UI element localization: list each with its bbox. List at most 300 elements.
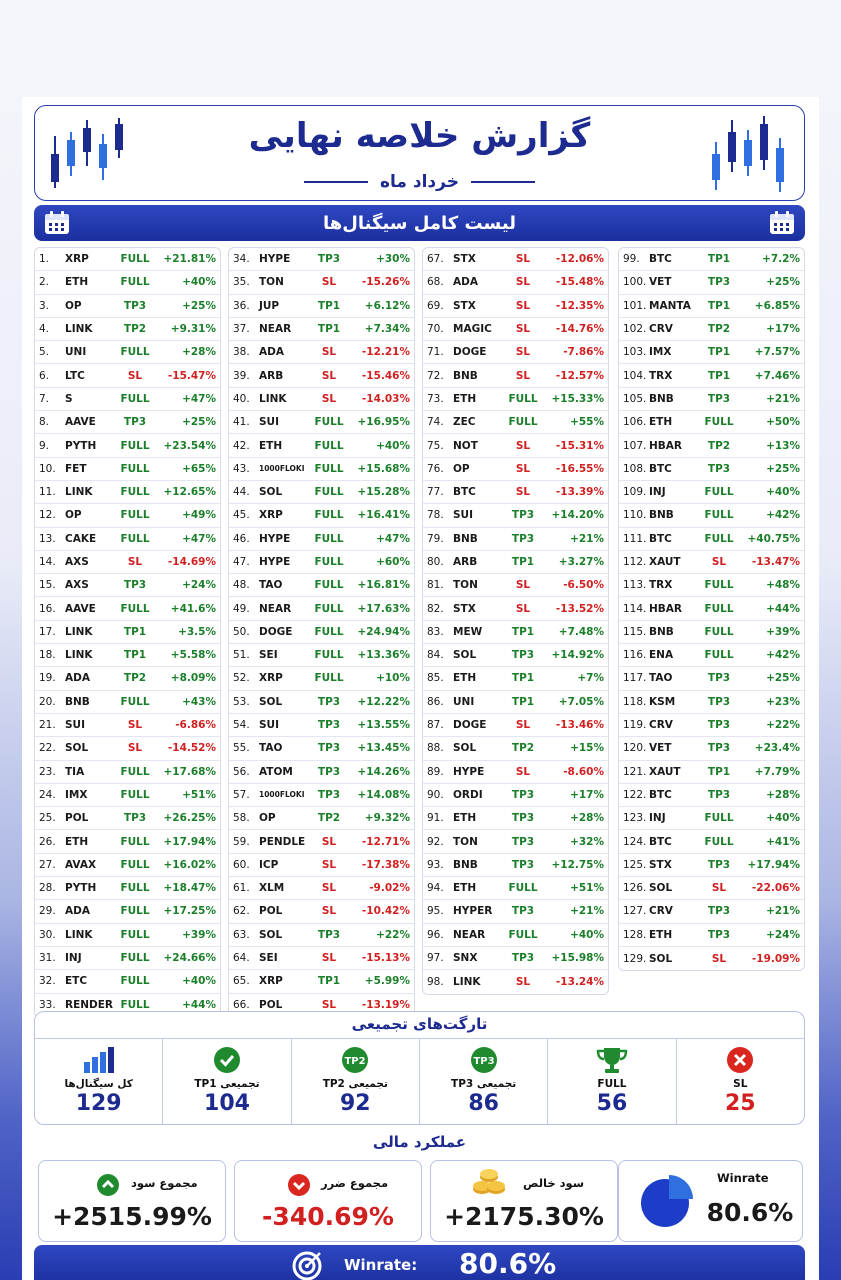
signal-target: SL [711,952,727,965]
signal-number: 6. [39,369,50,382]
signal-number: 98. [427,975,444,988]
signal-coin: BTC [649,462,672,475]
signal-number: 49. [233,602,250,615]
signal-coin: POL [259,999,283,1012]
signal-coin: LINK [65,323,93,336]
stat-label: SL [733,1078,748,1090]
signal-coin: SUI [453,509,473,522]
signal-coin: SOL [649,952,673,965]
signal-target: TP3 [707,276,731,289]
signal-coin: HBAR [649,602,683,615]
signal-coin: KSM [649,695,676,708]
signal-target: SL [321,835,337,848]
stat-label: FULL [597,1078,627,1090]
signal-target: FULL [120,835,150,848]
signal-target: SL [515,602,531,615]
signal-target: FULL [120,999,150,1012]
signal-row [423,970,608,993]
signal-coin: INJ [65,952,82,965]
stat-label: کل سیگنال‌ها [64,1078,133,1090]
signal-coin: XRP [259,672,283,685]
signal-row [229,691,414,714]
signal-percent: +13.55% [357,719,410,732]
signal-row [35,621,220,644]
signal-target: TP3 [123,416,147,429]
signal-number: 106. [623,416,647,429]
signal-coin: POL [259,905,283,918]
signal-number: 79. [427,532,444,545]
target-icon [292,1249,324,1280]
signal-coin: SOL [649,882,673,895]
signal-target: SL [515,276,531,289]
signal-row [423,318,608,341]
signal-row [35,504,220,527]
signal-row [423,947,608,970]
signal-target: FULL [314,556,344,568]
signal-percent: +15% [570,742,604,755]
signal-row [619,551,804,574]
signal-number: 3. [39,299,50,312]
signal-row [619,667,804,690]
signal-row [423,714,608,737]
signal-row [35,667,220,690]
signal-coin: SEI [259,952,278,965]
signal-coin: BNB [453,369,478,382]
signal-target: FULL [704,416,734,429]
signal-row [423,574,608,597]
signal-number: 18. [39,649,56,662]
signal-number: 54. [233,719,250,732]
signal-row [619,364,804,387]
signal-number: 122. [623,788,647,801]
signal-number: 10. [39,462,56,475]
signal-row [619,621,804,644]
signal-coin: ARB [453,556,478,568]
signal-coin: RENDER [65,999,114,1012]
signal-percent: +12.65% [163,486,216,499]
signal-number: 27. [39,858,56,871]
signal-target: TP3 [511,788,535,801]
signal-number: 114. [623,602,647,615]
signal-target: SL [127,369,143,382]
signal-percent: -22.06% [751,882,800,895]
signal-number: 85. [427,672,444,685]
signal-coin: INJ [649,812,666,825]
signal-row [35,364,220,387]
signal-coin: HYPE [259,253,291,266]
stat-total-signals [35,1039,163,1124]
signal-number: 21. [39,719,56,732]
signal-row [423,411,608,434]
signal-row [35,574,220,597]
signal-row [35,854,220,877]
signal-target: TP1 [707,765,731,778]
signal-percent: -9.02% [369,882,410,895]
signal-target: SL [515,462,531,475]
signal-number: 123. [623,812,647,825]
signal-row [229,900,414,923]
signal-coin: MEW [453,625,483,638]
signal-coin: UNI [453,695,475,708]
signal-coin: IMX [649,346,672,359]
signal-number: 5. [39,346,50,359]
signal-coin: SOL [453,742,477,755]
signal-percent: +12.22% [357,695,410,708]
signal-number: 105. [623,392,647,405]
signal-number: 41. [233,416,250,429]
signal-coin: SOL [65,742,89,755]
signal-percent: +47% [182,532,216,545]
signal-percent: +44% [766,602,800,615]
signal-number: 120. [623,742,647,755]
signal-row [229,667,414,690]
signal-target: TP1 [317,975,341,988]
signal-percent: +9.31% [170,323,216,336]
signal-coin: LINK [65,625,93,638]
signal-row [35,784,220,807]
signal-row [35,761,220,784]
signal-number: 102. [623,323,647,336]
signal-target: TP2 [707,323,731,336]
signal-coin: TRX [649,579,673,592]
signal-percent: +12.75% [551,858,604,871]
signal-coin: ORDI [453,788,483,801]
signal-row [423,924,608,947]
signal-coin: SUI [65,719,85,732]
tp3-badge-icon [469,1046,499,1074]
signal-row [423,621,608,644]
signal-number: 112. [623,556,647,568]
signal-coin: CRV [649,323,673,336]
signal-target: TP3 [707,858,731,871]
signal-coin: SOL [259,695,283,708]
stat-value: 86 [468,1091,499,1116]
signal-row [35,271,220,294]
signal-coin: TIA [65,765,85,778]
signal-number: 119. [623,719,647,732]
arrow-up-circle-icon [96,1173,120,1197]
signal-coin: BNB [649,625,674,638]
fin-label: سود خالص [523,1176,585,1190]
check-circle-icon [213,1046,241,1074]
signal-coin: LINK [65,486,93,499]
signal-target: FULL [120,392,150,405]
signal-coin: UNI [65,346,87,359]
signal-number: 32. [39,975,56,988]
signal-target: FULL [508,928,538,941]
signal-row [619,271,804,294]
divider [471,181,535,183]
signal-coin: LINK [259,392,287,405]
signal-target: TP1 [707,369,731,382]
signal-coin: CRV [649,905,673,918]
signal-percent: +22% [766,719,800,732]
winrate-value: 80.6% [706,1198,794,1227]
signal-coin: DOGE [259,625,293,638]
signal-target: SL [127,719,143,732]
signal-coin: XLM [259,882,285,895]
signal-row [423,854,608,877]
divider [304,181,368,183]
signal-row [423,248,608,271]
signal-number: 19. [39,672,56,685]
signal-target: FULL [120,462,150,475]
signal-coin: ETC [65,975,88,988]
signal-row [35,691,220,714]
signal-number: 56. [233,765,250,778]
targets-stats [35,1038,804,1124]
signal-number: 16. [39,602,56,615]
signal-target: FULL [120,602,150,615]
signal-target: TP3 [707,672,731,685]
signal-coin: BNB [65,695,90,708]
signal-row [619,458,804,481]
signal-number: 124. [623,835,647,848]
signal-row [619,528,804,551]
signal-percent: +21% [766,905,800,918]
signal-percent: +24.94% [357,625,410,638]
signal-number: 48. [233,579,250,592]
signal-percent: -8.60% [563,765,604,778]
footer-value: 80.6% [459,1247,557,1280]
signal-percent: +25% [766,276,800,289]
signal-coin: HYPE [259,532,291,545]
x-circle-icon [726,1046,754,1074]
signal-percent: +40% [376,439,410,452]
signal-row [229,761,414,784]
signal-percent: +48% [766,579,800,592]
signal-target: SL [711,882,727,895]
signal-row [35,924,220,947]
signal-coin: SNX [453,952,478,965]
signal-coin: LINK [453,975,481,988]
signal-coin: DOGE [453,346,487,359]
footer-label: Winrate: [344,1256,418,1274]
signal-number: 8. [39,416,50,429]
signal-coin: SEI [259,649,278,662]
signal-coin: ENA [649,649,674,662]
signal-target: FULL [704,835,734,848]
signal-percent: +28% [570,812,604,825]
signal-number: 12. [39,509,56,522]
signal-percent: +15.98% [551,952,604,965]
signal-target: TP2 [317,812,341,825]
signal-coin: ETH [65,276,89,289]
signal-target: SL [515,323,531,336]
signal-number: 72. [427,369,444,382]
signal-percent: -19.09% [751,952,800,965]
signal-percent: -15.48% [555,276,604,289]
signal-coin: ADA [453,276,478,289]
signal-target: SL [515,765,531,778]
signal-coin: STX [453,602,476,615]
signal-number: 101. [623,299,647,312]
signal-row [619,597,804,620]
signal-percent: +28% [182,346,216,359]
signal-number: 90. [427,788,444,801]
stat-label: TP3 تجمیعی [451,1078,517,1090]
signal-target: SL [515,975,531,988]
signal-row [35,318,220,341]
signal-row [229,807,414,830]
signal-row [229,574,414,597]
signal-row [619,691,804,714]
signal-percent: +39% [182,928,216,941]
signal-percent: +65% [182,462,216,475]
signal-number: 81. [427,579,444,592]
signal-number: 111. [623,532,647,545]
signal-target: TP3 [511,952,535,965]
signal-row [423,434,608,457]
signal-number: 128. [623,928,647,941]
signal-target: SL [515,486,531,499]
signal-number: 86. [427,695,444,708]
signal-coin: SOL [453,649,477,662]
signal-coin: STX [649,858,672,871]
net-profit-value: +2175.30% [444,1202,604,1231]
signal-number: 82. [427,602,444,615]
report-header [34,105,805,201]
signal-percent: -12.35% [555,299,604,312]
signal-percent: +7.57% [754,346,800,359]
signal-percent: -14.69% [167,556,216,568]
signal-target: TP3 [511,858,535,871]
signal-row [619,574,804,597]
signal-percent: +9.32% [364,812,410,825]
signal-coin: OP [259,812,276,825]
signal-row [229,830,414,853]
signal-row [229,854,414,877]
signal-row [423,807,608,830]
signal-row [423,877,608,900]
signal-target: FULL [704,509,734,522]
signal-coin: BTC [649,788,672,801]
signal-percent: +39% [766,625,800,638]
signal-coin: BNB [649,392,674,405]
signal-number: 126. [623,882,647,895]
signal-row [35,388,220,411]
signal-percent: +42% [766,649,800,662]
signal-percent: -12.57% [555,369,604,382]
signal-row [423,388,608,411]
signal-number: 94. [427,882,444,895]
signal-row [619,761,804,784]
arrow-down-circle-icon [287,1173,311,1197]
signal-coin: SOL [259,486,283,499]
signal-coin: MAGIC [453,323,492,336]
signal-target: TP3 [707,462,731,475]
signal-row [423,271,608,294]
signal-percent: +17.25% [163,905,216,918]
signal-percent: -13.52% [555,602,604,615]
signal-target: FULL [120,765,150,778]
signal-percent: +47% [182,392,216,405]
signal-percent: +7% [577,672,604,685]
signal-percent: +42% [766,509,800,522]
signal-target: SL [321,276,337,289]
signal-number: 68. [427,276,444,289]
signal-target: SL [127,556,143,568]
signal-row [423,761,608,784]
signal-percent: +28% [766,788,800,801]
signal-target: FULL [120,952,150,965]
signal-coin: STX [453,253,476,266]
signal-row [35,830,220,853]
signal-coin: TON [453,835,478,848]
signal-target: TP3 [511,649,535,662]
signal-number: 9. [39,439,50,452]
signal-target: FULL [704,486,734,499]
signal-coin: XAUT [649,765,681,778]
signal-number: 53. [233,695,250,708]
signal-coin: CRV [649,719,673,732]
signal-percent: +18.47% [163,882,216,895]
signal-coin: NEAR [259,323,292,336]
signal-coin: NEAR [259,602,292,615]
signal-row [619,248,804,271]
report-card [22,97,819,1280]
signal-row [229,621,414,644]
signal-coin: VET [649,276,672,289]
signal-target: SL [321,392,337,405]
signal-row [229,784,414,807]
signal-number: 30. [39,928,56,941]
signal-percent: -15.46% [361,369,410,382]
signal-number: 25. [39,812,56,825]
signal-percent: +23.54% [163,439,216,452]
signal-target: FULL [704,649,734,662]
signal-target: TP1 [317,299,341,312]
signal-coin: AXS [65,556,89,568]
signal-percent: +6.12% [364,299,410,312]
signal-row [229,504,414,527]
signal-row [229,434,414,457]
bar-chart-icon [82,1046,116,1074]
signal-number: 13. [39,532,56,545]
signal-coin: XRP [65,253,89,266]
signal-row [35,970,220,993]
signal-percent: +30% [376,253,410,266]
signal-target: FULL [314,649,344,662]
signal-percent: +25% [766,462,800,475]
signal-row [35,714,220,737]
signal-number: 44. [233,486,250,499]
signal-percent: +13.45% [357,742,410,755]
targets-title: تارگت‌های تجمیعی [351,1015,488,1033]
signal-number: 127. [623,905,647,918]
signal-row [423,295,608,318]
signal-target: TP3 [123,299,147,312]
stat-tp2 [292,1039,420,1124]
signal-target: TP3 [707,742,731,755]
signal-percent: +40% [766,486,800,499]
signal-target: SL [515,579,531,592]
signal-target: FULL [314,416,344,429]
signal-number: 71. [427,346,444,359]
signal-percent: +16.95% [357,416,410,429]
signal-number: 51. [233,649,250,662]
signal-percent: +7.48% [558,625,604,638]
signal-row [35,877,220,900]
signal-coin: FET [65,462,87,475]
signal-percent: +17.94% [747,858,800,871]
signal-number: 108. [623,462,647,475]
signal-number: 15. [39,579,56,592]
signal-row [229,411,414,434]
stat-full [548,1039,676,1124]
signal-target: TP1 [123,649,147,662]
signal-target: TP3 [123,812,147,825]
